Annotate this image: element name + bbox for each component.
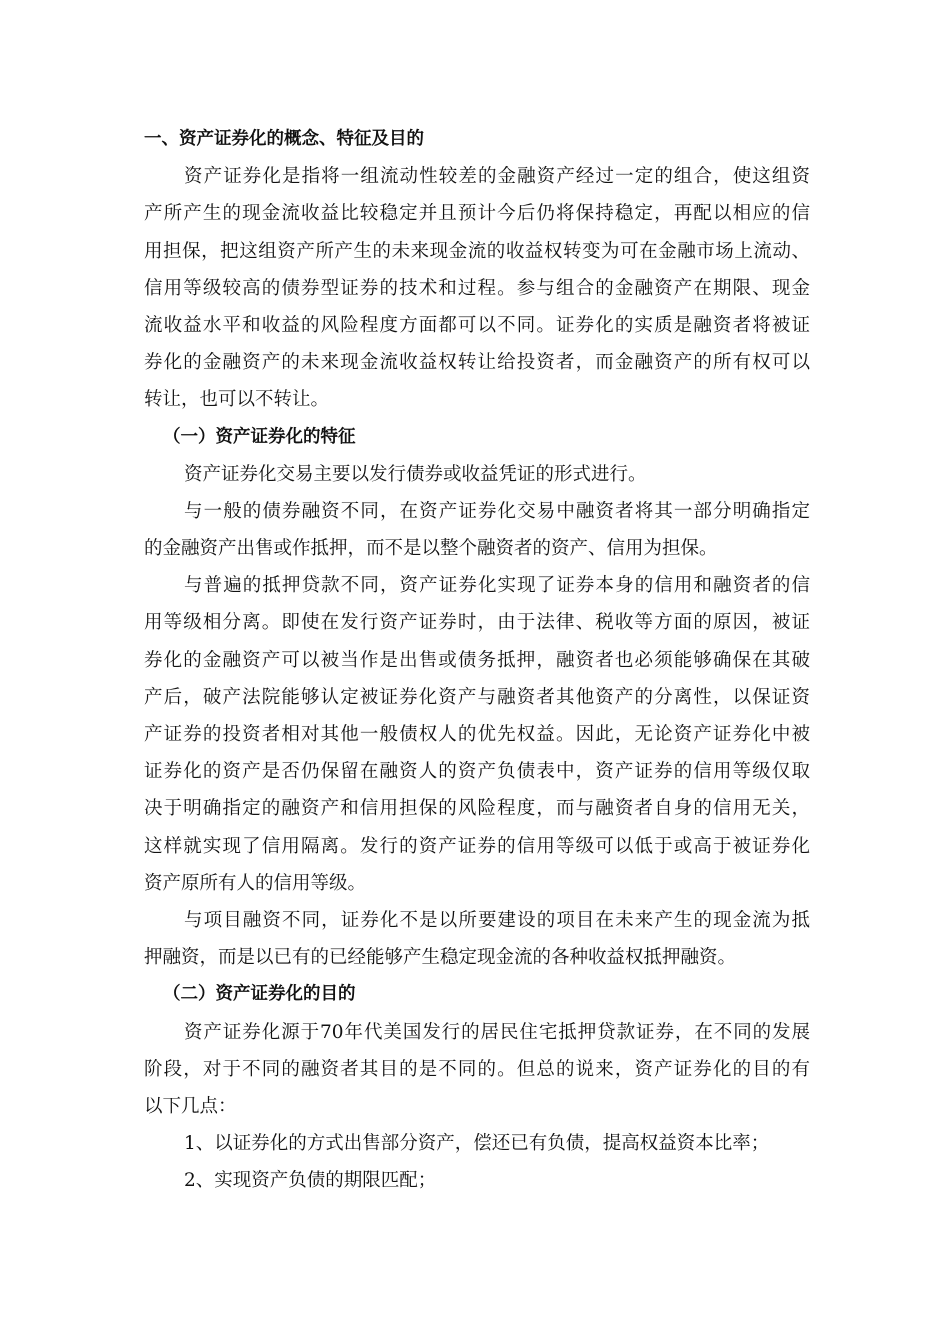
paragraph-line: 券化的金融资产的未来现金流收益权转让给投资者，而金融资产的所有权可以: [144, 352, 810, 374]
paragraph-line: 这样就实现了信用隔离。发行的资产证券的信用等级可以低于或高于被证券化: [144, 835, 810, 857]
paragraph-line: 券化的金融资产可以被当作是出售或债务抵押，融资者也必须能够确保在其破: [144, 649, 810, 671]
paragraph-line: 与普遍的抵押贷款不同，资产证券化实现了证券本身的信用和融资者的信: [184, 575, 810, 597]
paragraph-line: 资产证券化交易主要以发行债券或收益凭证的形式进行。: [184, 463, 647, 485]
paragraph-line: 阶段，对于不同的融资者其目的是不同的。但总的说来，资产证券化的目的有: [144, 1058, 810, 1080]
subsection-heading: （一）资产证券化的特征: [163, 426, 356, 447]
paragraph-line: 流收益水平和收益的风险程度方面都可以不同。证券化的实质是融资者将被证: [144, 314, 810, 336]
paragraph-line: 转让，也可以不转让。: [144, 389, 330, 411]
paragraph-line: 与项目融资不同，证券化不是以所要建设的项目在未来产生的现金流为抵: [184, 909, 810, 931]
paragraph-line: 产后，破产法院能够认定被证券化资产与融资者其他资产的分离性，以保证资: [144, 686, 810, 708]
list-item: 2、实现资产负债的期限匹配；: [184, 1170, 437, 1192]
paragraph-line: 信用等级较高的债券型证券的技术和过程。参与组合的金融资产在期限、现金: [144, 277, 810, 299]
list-item: 1、以证券化的方式出售部分资产，偿还已有负债，提高权益资本比率；: [184, 1133, 770, 1155]
document-page: [144, 121, 810, 1199]
paragraph-line: 用担保，把这组资产所产生的未来现金流的收益权转变为可在金融市场上流动、: [144, 240, 810, 262]
paragraph-line: 产所产生的现金流收益比较稳定并且预计今后仍将保持稳定，再配以相应的信: [144, 203, 810, 225]
paragraph-line: 押融资，而是以已有的已经能够产生稳定现金流的各种收益权抵押融资。: [144, 947, 737, 969]
subsection-heading: （二）资产证券化的目的: [163, 984, 356, 1005]
section-heading: 一、资产证券化的概念、特征及目的: [144, 129, 424, 149]
paragraph-line: 证券化的资产是否仍保留在融资人的资产负债表中，资产证券的信用等级仅取: [144, 761, 810, 783]
paragraph-line: 决于明确指定的融资产和信用担保的风险程度，而与融资者自身的信用无关，: [144, 798, 810, 820]
paragraph-line: 与一般的债券融资不同，在资产证券化交易中融资者将其一部分明确指定: [184, 500, 810, 522]
paragraph-line: 资产证券化是指将一组流动性较差的金融资产经过一定的组合，使这组资: [184, 166, 810, 188]
paragraph-line: 用等级相分离。即使在发行资产证券时，由于法律、税收等方面的原因，被证: [144, 612, 810, 634]
paragraph-line: 产证券的投资者相对其他一般债权人的优先权益。因此，无论资产证券化中被: [144, 724, 810, 745]
paragraph-line: 资产证券化源于70年代美国发行的居民住宅抵押贷款证券，在不同的发展: [184, 1021, 810, 1043]
paragraph-line: 以下几点：: [144, 1095, 237, 1117]
paragraph-line: 资产原所有人的信用等级。: [144, 872, 367, 894]
paragraph-line: 的金融资产出售或作抵押，而不是以整个融资者的资产、信用为担保。: [144, 538, 718, 560]
